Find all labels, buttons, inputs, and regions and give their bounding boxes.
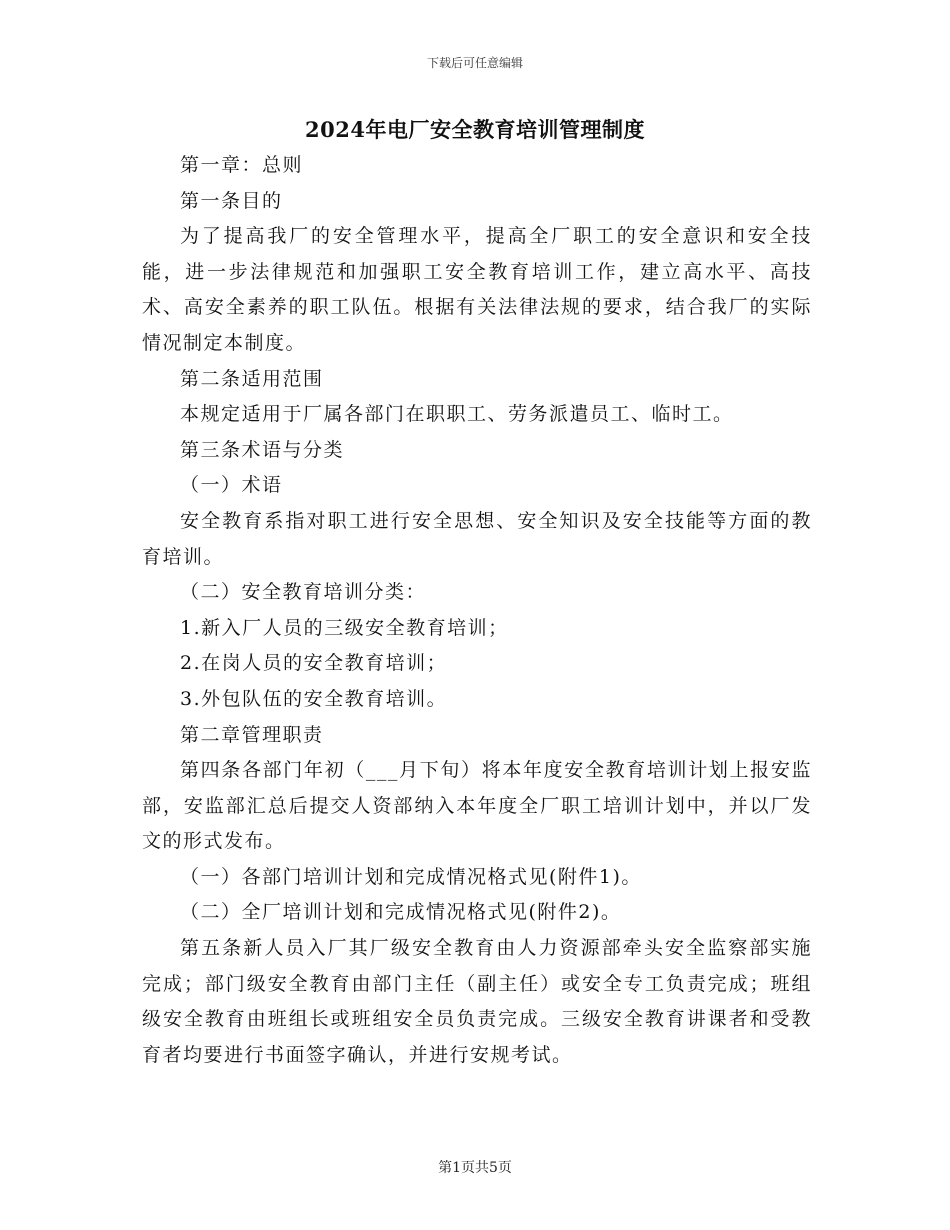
body-paragraph: 本规定适用于厂属各部门在职职工、劳务派遣员工、临时工。 — [180, 403, 734, 426]
section-heading: （二）安全教育培训分类： — [180, 581, 427, 604]
chapter-heading: 第一章：总则 — [180, 154, 304, 176]
document-title: 2024年电厂安全教育培训管理制度 — [305, 117, 645, 142]
page-number: 第1页共5页 — [438, 1160, 512, 1176]
list-item: 1.新入厂人员的三级安全教育培训； — [180, 616, 509, 639]
list-item: 2.在岗人员的安全教育培训； — [180, 652, 448, 675]
document-body — [142, 148, 812, 1073]
section-heading: （一）术语 — [180, 474, 283, 497]
article-heading: 第一条目的 — [180, 189, 283, 212]
body-paragraph: 为了提高我厂的安全管理水平，提高全厂职工的安全意识和安全技能，进一步法律规范和加强职工安全教育培训工作，建立高水平、高技术、高安全素养的职工队伍。根据有关法律法规的要求，结合我厂的实际情况制定本制度。 — [142, 225, 812, 354]
article-heading: 第三条术语与分类 — [180, 438, 345, 461]
body-paragraph: 第五条新人员入厂其厂级安全教育由人力资源部牵头安全监察部实施完成；部门级安全教育由部门主任（副主任）或安全专工负责完成；班组级安全教育由班组长或班组安全员负责完成。三级安全教育讲课者和受教育者均要进行书面签字确认，并进行安规考试。 — [142, 937, 812, 1066]
article-heading: 第二条适用范围 — [180, 367, 324, 390]
body-paragraph: 第四条各部门年初（___月下旬）将本年度安全教育培训计划上报安监部，安监部汇总后提交人资部纳入本年度全厂职工培训计划中，并以厂发文的形式发布。 — [142, 759, 812, 853]
header-note: 下载后可任意编辑 — [426, 56, 523, 70]
list-item: 3.外包队伍的安全教育培训。 — [180, 687, 448, 710]
list-item: （一）各部门培训计划和完成情况格式见(附件1)。 — [180, 865, 642, 888]
list-item: （二）全厂培训计划和完成情况格式见(附件2)。 — [180, 901, 622, 924]
body-paragraph: 安全教育系指对职工进行安全思想、安全知识及安全技能等方面的教育培训。 — [142, 509, 812, 568]
chapter-heading: 第二章管理职责 — [180, 723, 324, 746]
